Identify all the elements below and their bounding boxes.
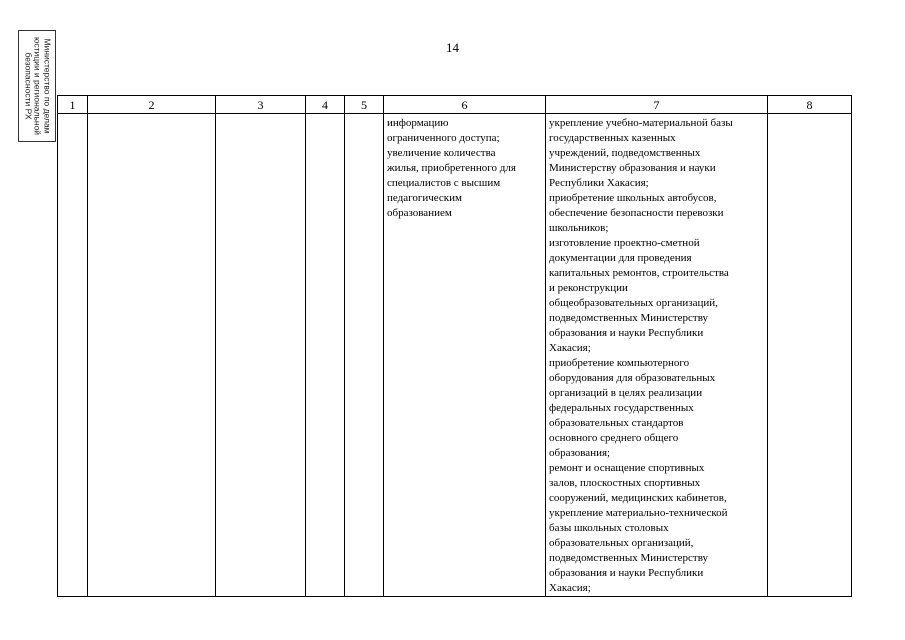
column-header: 5: [345, 96, 384, 114]
table-cell: [768, 114, 852, 597]
header-row: [58, 96, 852, 114]
registration-stamp: [18, 30, 56, 142]
column-header: 4: [306, 96, 345, 114]
cell-text-line: специалистов с высшим: [387, 177, 501, 189]
cell-text-line: образования и науки Республики: [549, 567, 704, 579]
table-cell: [345, 114, 384, 597]
cell-text-line: образовательных стандартов: [549, 417, 684, 429]
table-cell: [58, 114, 88, 597]
cell-text-line: государственных казенных: [549, 132, 676, 144]
cell-text-line: образования и науки Республики: [549, 327, 704, 339]
table-cell: [216, 114, 306, 597]
cell-text-line: документации для проведения: [549, 252, 692, 264]
cell-text-line: жилья, приобретенного для: [387, 162, 516, 174]
cell-text-line: залов, плоскостных спортивных: [549, 477, 701, 489]
cell-text-line: образовательных организаций,: [549, 537, 694, 549]
cell-text-line: изготовление проектно-сметной: [549, 237, 700, 249]
cell-text-line: организаций в целях реализации: [549, 387, 703, 399]
cell-text-line: сооружений, медицинских кабинетов,: [549, 492, 727, 504]
column-header: 8: [768, 96, 852, 114]
cell-text-line: и реконструкции: [549, 282, 628, 294]
stamp-line: юстиции и региональной: [32, 36, 43, 136]
cell-text-line: подведомственных Министерству: [549, 552, 709, 564]
column-header: 1: [58, 96, 88, 114]
cell-text-line: учреждений, подведомственных: [549, 147, 701, 159]
cell-text-line: приобретение компьютерного: [549, 357, 690, 369]
cell-text-line: образованием: [387, 207, 452, 219]
column-header: 2: [88, 96, 216, 114]
cell-text-line: капитальных ремонтов, строительства: [549, 267, 729, 279]
cell-text-line: Хакасия;: [549, 582, 591, 594]
stamp-line: Министерство по делам: [42, 38, 53, 134]
page-number: 14: [446, 40, 459, 55]
table-cell-col7: [546, 114, 768, 597]
column-header: 7: [546, 96, 768, 114]
cell-text-line: образования;: [549, 447, 611, 459]
table-row: [58, 114, 852, 597]
cell-text-line: школьников;: [549, 222, 609, 234]
cell-text-line: федеральных государственных: [549, 402, 694, 414]
stamp-line: безопасности РХ: [23, 52, 34, 120]
cell-text-line: Республики Хакасия;: [549, 177, 649, 189]
table-cell: [88, 114, 216, 597]
table-cell: [306, 114, 345, 597]
stamp-text: [23, 32, 52, 140]
column-header: 3: [216, 96, 306, 114]
cell-text-line: основного среднего общего: [549, 432, 679, 444]
col7-text: [546, 114, 767, 596]
cell-text-line: приобретение школьных автобусов,: [549, 192, 717, 204]
program-table: [57, 95, 852, 597]
cell-text-line: увеличение количества: [387, 147, 496, 159]
cell-text-line: информацию: [387, 117, 449, 129]
cell-text-line: оборудования для образовательных: [549, 372, 716, 384]
cell-text-line: подведомственных Министерству: [549, 312, 709, 324]
col6-text: [384, 114, 545, 221]
cell-text-line: укрепление материально-технической: [549, 507, 728, 519]
cell-text-line: Хакасия;: [549, 342, 591, 354]
cell-text-line: Министерству образования и науки: [549, 162, 716, 174]
cell-text-line: ремонт и оснащение спортивных: [549, 462, 705, 474]
column-header: 6: [384, 96, 546, 114]
cell-text-line: укрепление учебно-материальной базы: [549, 117, 733, 129]
cell-text-line: базы школьных столовых: [549, 522, 669, 534]
cell-text-line: обеспечение безопасности перевозки: [549, 207, 724, 219]
table-cell-col6: [384, 114, 546, 597]
cell-text-line: педагогическим: [387, 192, 463, 204]
cell-text-line: общеобразовательных организаций,: [549, 297, 718, 309]
cell-text-line: ограниченного доступа;: [387, 132, 500, 144]
